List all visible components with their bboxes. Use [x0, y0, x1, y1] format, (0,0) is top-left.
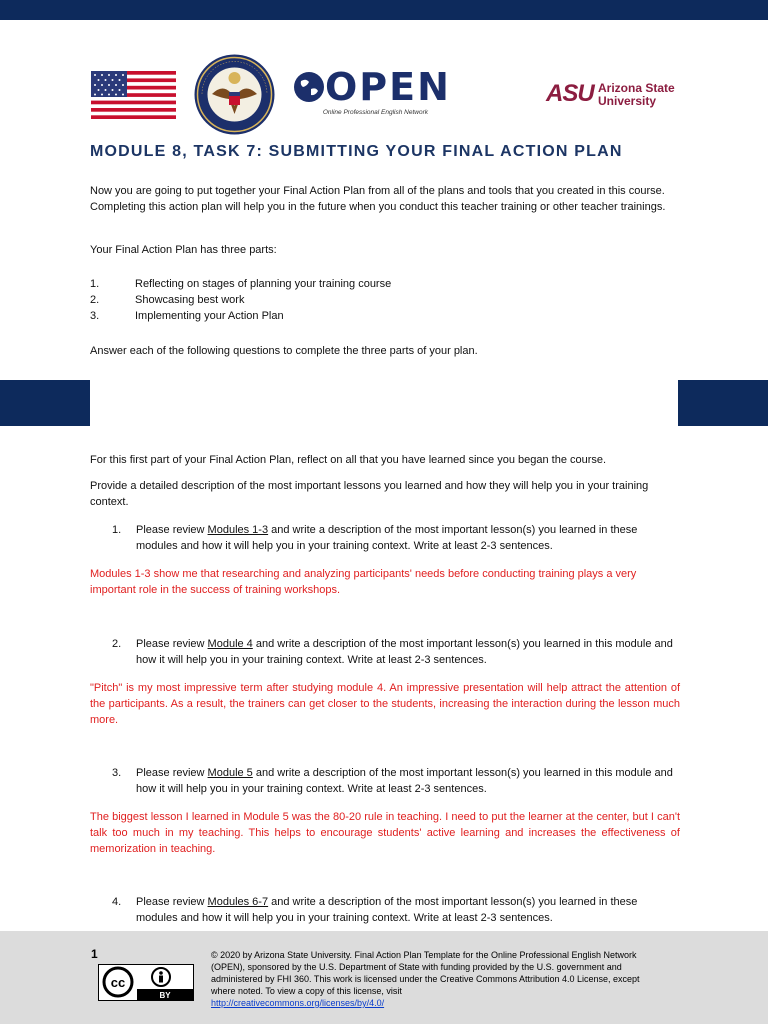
- modules-1-3-link[interactable]: Modules 1-3: [207, 524, 269, 536]
- list-item-text: Showcasing best work: [135, 294, 245, 306]
- open-logo: [293, 65, 451, 121]
- page-footer: [0, 931, 768, 1024]
- question-text-start: Please review: [136, 638, 208, 650]
- question-4: [112, 894, 682, 926]
- license-text: © 2020 by Arizona State University. Final Action Plan Template for the Online Professional English Network (OPEN), sponsored by the U.S. Department of State with funding provided by the U.S. government and administered by FHI 360. This work is licensed under the Creative Commons Attribution 4.0 License, except where noted. To view a copy of this license, visit: [211, 950, 640, 996]
- question-text: [136, 765, 682, 797]
- cc-badge-label: BY: [159, 991, 171, 1000]
- module-5-link[interactable]: Module 5: [207, 767, 253, 779]
- parts-lead: Your Final Action Plan has three parts:: [90, 244, 277, 256]
- answer-2: "Pitch" is my most impressive term after studying module 4. An impressive presentation will help attract the attention of the participants. As a result, the trainers can get closer to the students, increasing the interaction during the lesson much more.: [90, 682, 680, 726]
- question-text-start: Please review: [136, 767, 208, 779]
- list-item: [90, 276, 650, 292]
- question-number: 3.: [112, 767, 122, 779]
- question-2: [112, 636, 682, 668]
- asu-name-line2: University: [598, 94, 657, 108]
- list-item-text: Reflecting on stages of planning your training course: [135, 278, 392, 290]
- question-number: 4.: [112, 896, 122, 908]
- asu-logo: [546, 80, 676, 110]
- question-3: [112, 765, 682, 797]
- license-link[interactable]: http://creativecommons.org/licenses/by/4.0/: [211, 998, 385, 1008]
- question-text-end: and write a description of the most important lesson(s) you learned in this module and how it will help you in your training context. Write at least 2-3 sentences.: [136, 767, 673, 795]
- question-number: 2.: [112, 638, 122, 650]
- question-text: [136, 636, 682, 668]
- list-item-number: 1.: [90, 278, 100, 290]
- asu-name-line1: Arizona State: [598, 81, 675, 95]
- open-logo-subtitle: Online Professional English Network: [322, 109, 428, 116]
- answer-3: The biggest lesson I learned in Module 5 was the 80-20 rule in teaching. I need to put the learner at the center, but I can't talk too much in my teaching. This helps to encourage students' active learning and increases the effectiveness of memorization in teaching.: [90, 811, 680, 855]
- list-item-text: Implementing your Action Plan: [135, 310, 284, 322]
- question-text-end: and write a description of the most important lesson(s) you learned in this module and how it will help you in your training context. Write at least 2-3 sentences.: [136, 638, 673, 666]
- question-text-start: Please review: [136, 896, 208, 908]
- svg-text:cc: cc: [110, 975, 126, 990]
- instruction-text: Answer each of the following questions to complete the three parts of your plan.: [90, 345, 478, 357]
- section-band-left: [0, 380, 90, 426]
- question-text: [136, 522, 682, 554]
- part1-description: Provide a detailed description of the most important lessons you learned and how they will help you in your training context.: [90, 480, 649, 508]
- asu-logo-mark: ASU: [546, 80, 594, 107]
- question-1: [112, 522, 682, 554]
- question-text-end: and write a description of the most important lesson(s) you learned in these modules and how it will help you in your training context. Write at least 2-3 sentences.: [136, 896, 638, 924]
- section-band-right: [678, 380, 768, 426]
- top-banner-bar: [0, 0, 768, 20]
- license-notice: [211, 949, 661, 1009]
- list-item: [90, 308, 650, 324]
- list-item-number: 3.: [90, 310, 100, 322]
- page-number: 1: [91, 947, 98, 961]
- part1-lead: For this first part of your Final Action Plan, reflect on all that you have learned since you began the course.: [90, 454, 607, 466]
- intro-paragraph: Now you are going to put together your Final Action Plan from all of the plans and tools that you created in this course. Completing this action plan will help you in the future when you conduct this teacher training or other teacher trainings.: [90, 185, 666, 213]
- parts-list: [90, 276, 650, 324]
- answer-1: Modules 1-3 show me that researching and analyzing participants' needs before conducting training plays a very important role in the success of training workshops.: [90, 568, 637, 596]
- globe-icon: [293, 71, 325, 103]
- question-text-start: Please review: [136, 524, 208, 536]
- modules-6-7-link[interactable]: Modules 6-7: [207, 896, 269, 908]
- question-number: 1.: [112, 524, 122, 536]
- asu-logo-name: [598, 82, 675, 108]
- us-flag-icon: [91, 71, 176, 119]
- page-title: MODULE 8, TASK 7: SUBMITTING YOUR FINAL ACTION PLAN: [90, 143, 623, 160]
- question-text: [136, 894, 682, 926]
- module-4-link[interactable]: Module 4: [207, 638, 253, 650]
- cc-by-license-badge: [98, 964, 194, 1001]
- list-item-number: 2.: [90, 294, 100, 306]
- department-of-state-seal-icon: [194, 54, 275, 135]
- list-item: [90, 292, 650, 308]
- question-text-end: and write a description of the most important lesson(s) you learned in these modules and how it will help you in your training context. Write at least 2-3 sentences.: [136, 524, 638, 552]
- cc-by-icon: [99, 965, 193, 1000]
- open-logo-wordmark: OPEN: [325, 65, 451, 109]
